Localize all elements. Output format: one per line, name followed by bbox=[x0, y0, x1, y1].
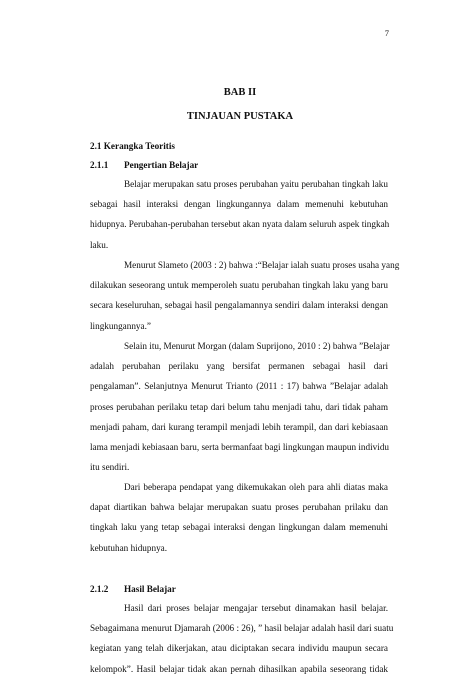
paragraph-line: lingkungannya.” bbox=[90, 320, 151, 331]
paragraph-line: hidupnya. Perubahan-perubahan tersebut akan nyata dalam seluruh aspek tingkah bbox=[90, 219, 390, 230]
paragraph-line: kelompok”. Hasil belajar tidak akan pernah dihasilkan apabila seseorang tidak bbox=[90, 663, 388, 674]
paragraph-line: Selain itu, Menurut Morgan (dalam Suprijono, 2010 : 2) bahwa ”Belajar bbox=[124, 341, 390, 351]
paragraph-line: Belajar merupakan satu proses perubahan yaitu perubahan tingkah laku bbox=[124, 179, 388, 189]
paragraph-line: laku. bbox=[90, 239, 109, 250]
paragraph-line: menjadi paham, dari kurang terampil menjadi lebih terampil, dan dari kebiasaan bbox=[90, 421, 388, 432]
paragraph-morgan-trianto bbox=[90, 336, 388, 477]
paragraph-line: itu sendiri. bbox=[90, 462, 130, 473]
chapter-number: BAB II bbox=[223, 87, 257, 98]
paragraph-line: dapat diartikan bahwa belajar merupakan suatu proses perubahan prilaku dan bbox=[90, 502, 388, 513]
section-heading: 2.1 Kerangka Teoritis bbox=[90, 141, 175, 151]
subsection-heading-hasil-belajar bbox=[90, 584, 176, 594]
paragraph-line: sebagai hasil interaksi dengan lingkungannya dalam memenuhi kebutuhan bbox=[90, 199, 388, 210]
paragraph-line: dilakukan seseorang untuk memperoleh suatu perubahan tingkah laku yang baru bbox=[90, 280, 388, 291]
paragraph-line: Dari beberapa pendapat yang dikemukakan oleh para ahli diatas maka bbox=[124, 482, 388, 492]
paragraph-line: proses perubahan perilaku tetap dari belum tahu menjadi tahu, dari tidak paham bbox=[90, 401, 388, 412]
paragraph-line: tingkah laku yang tetap sebagai interaksi dengan lingkungan dalam memenuhi bbox=[90, 522, 388, 533]
subsection-number: 2.1.1 bbox=[90, 160, 109, 170]
subsection-title: Pengertian Belajar bbox=[124, 160, 199, 170]
paragraph-line: secara keseluruhan, sebagai hasil pengalamannya sendiri dalam interaksi dengan bbox=[90, 300, 388, 311]
paragraph-line: pengalaman”. Selanjutnya Menurut Trianto (2011 : 17) bahwa ”Belajar adalah bbox=[90, 381, 388, 392]
paragraph-slameto bbox=[90, 255, 400, 336]
paragraph-line: kegiatan yang telah dikerjakan, atau diciptakan secara individu maupun secara bbox=[90, 643, 388, 654]
paragraph-line: Sebagaimana menurut Djamarah (2006 : 26), ” hasil belajar adalah hasil dari suatu bbox=[90, 623, 394, 634]
paragraph-line: adalah perubahan perilaku yang bersifat permanen sebagai hasil dari bbox=[90, 361, 388, 372]
paragraph-line: Menurut Slameto (2003 : 2) bahwa :“Belajar ialah suatu proses usaha yang bbox=[124, 260, 400, 270]
paragraph-definisi-belajar bbox=[90, 174, 388, 255]
page-number: 7 bbox=[384, 28, 389, 38]
subsection-heading-pengertian-belajar bbox=[90, 160, 198, 170]
subsection-number: 2.1.2 bbox=[90, 584, 109, 594]
paragraph-line: lama menjadi kebiasaan baru, serta bermanfaat bagi lingkungan maupun individu bbox=[90, 441, 390, 452]
paragraph-kesimpulan bbox=[90, 477, 388, 558]
subsection-title: Hasil Belajar bbox=[124, 584, 176, 594]
paragraph-line: Hasil dari proses belajar mengajar tersebut dinamakan hasil belajar. bbox=[124, 603, 388, 613]
paragraph-line: kebutuhan hidupnya. bbox=[90, 542, 168, 553]
chapter-title: TINJAUAN PUSTAKA bbox=[186, 111, 294, 122]
paragraph-hasil-belajar bbox=[90, 598, 394, 679]
